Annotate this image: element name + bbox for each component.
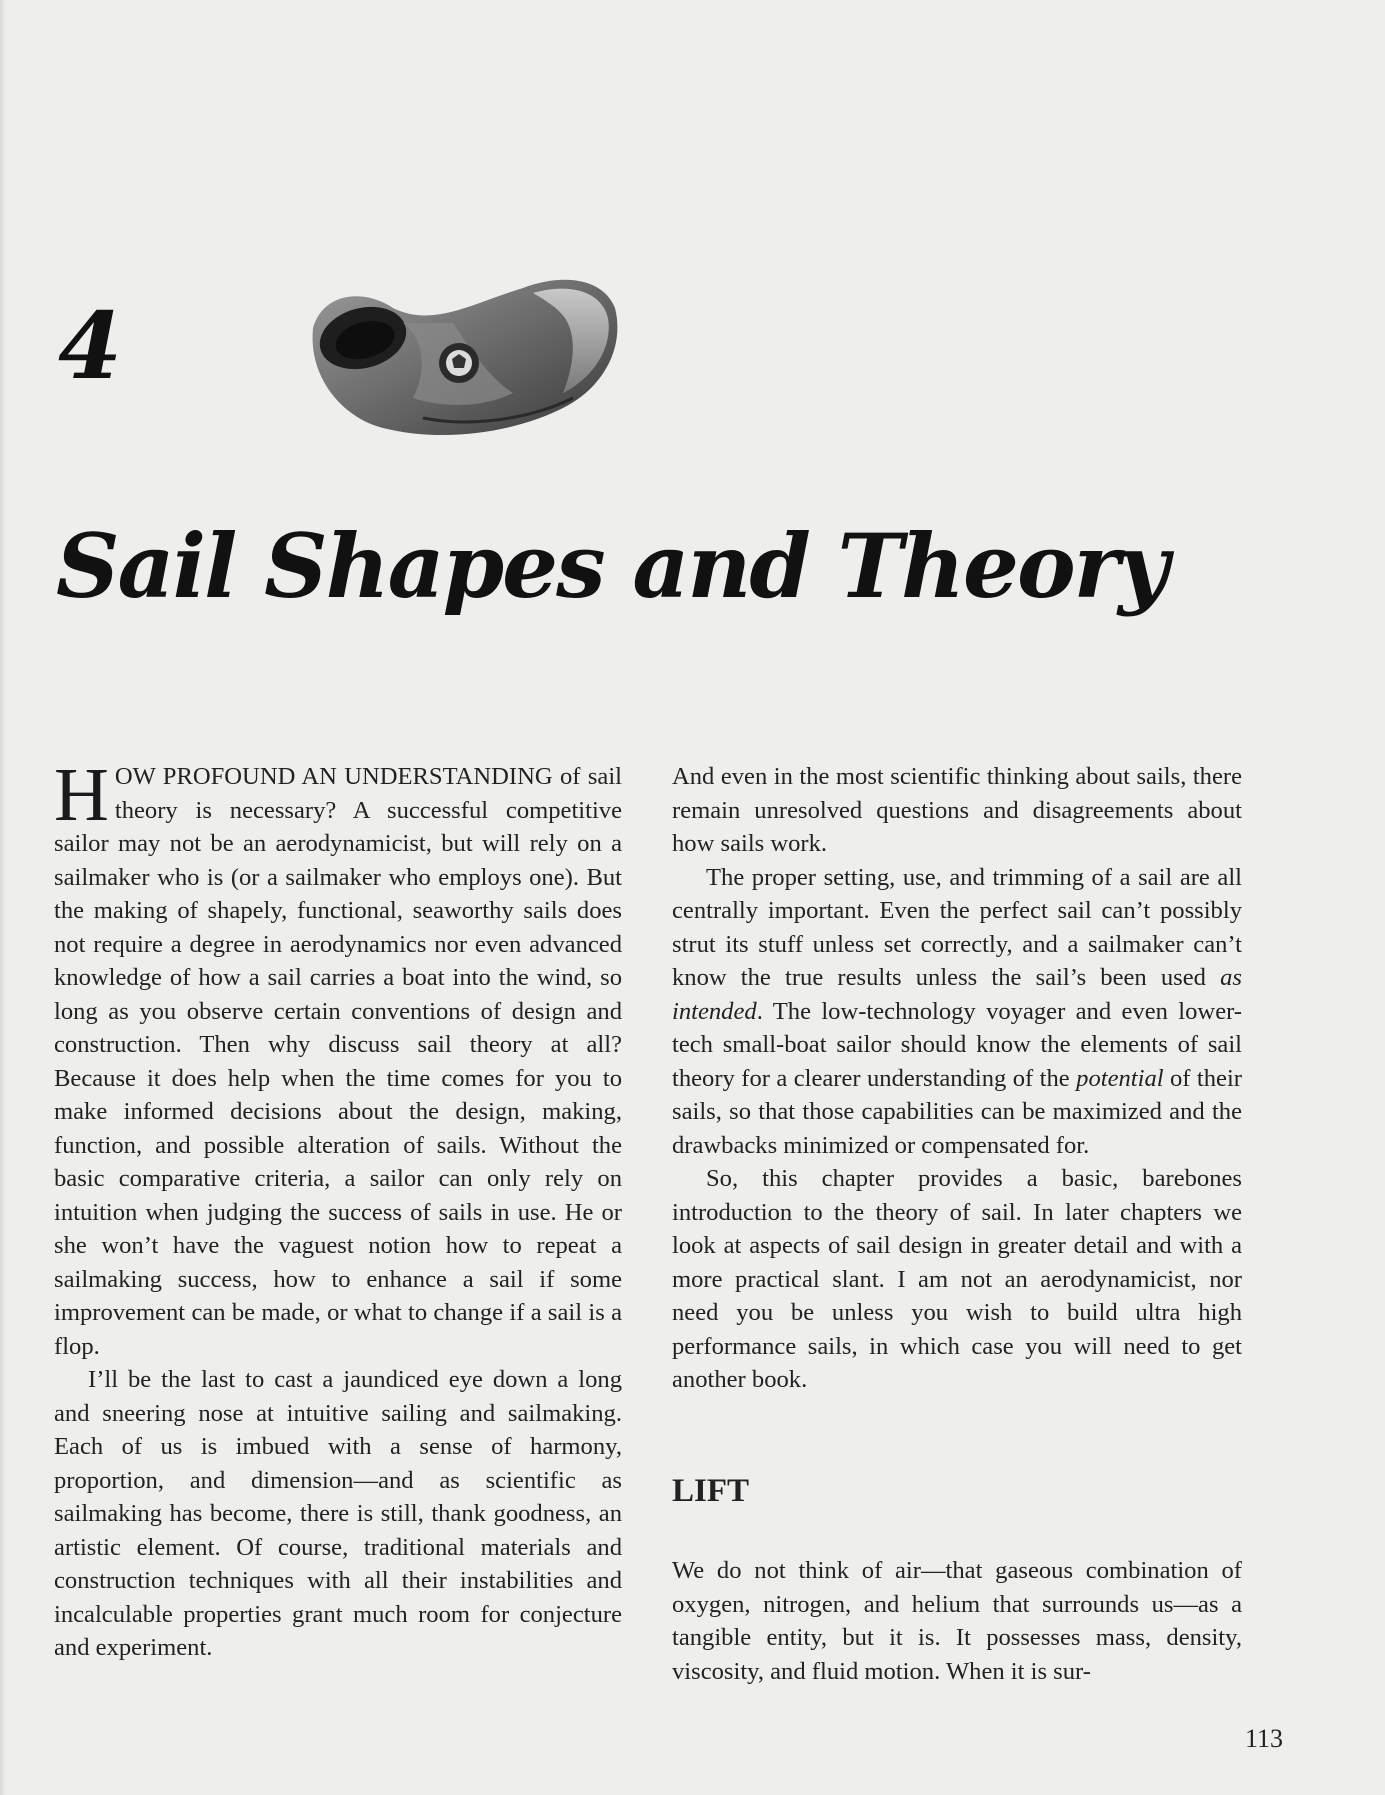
body-paragraph: So, this chapter provides a basic, barebones introduction to the theory of sail. In later chapters we look at aspects of sail design in greater detail and with a more practical slant. I am not an aerodynamicist, nor need you be unless you wish to build ultra high performance sails, in which case you will need to get another book. xyxy=(672,1165,1242,1393)
body-paragraph xyxy=(54,753,622,1363)
paragraph-text: OW PROFOUND AN UNDERSTANDING of sail theory is necessary? A successful competitive sailor may not be an aerodynamicist, but will rely on a sailmaker who is (or a sailmaker who employs one). But the making of shapely, functional, seaworthy sails does not require a degree in aerodynamics nor even advanced knowledge of how a sail carries a boat into the wind, so long as you observe certain conventions of design and construction. Then why discuss sail theory at all? Because it does help when the time comes for you to make informed decisions about the design, making, function, and possible alteration of sails. Without the basic comparative criteria, a sailor can only rely on intuition when judging the success of sails in use. He or she won’t have the vaguest notion how to repeat a sailmaking success, how to enhance a sail if some improvement can be made, or what to change if a sail is a flop. xyxy=(54,763,622,1360)
page-number: 113 xyxy=(1245,1724,1284,1753)
paragraph-text: . The low-technology voyager and even lower-tech small-boat sailor should know the elements of sail theory for a clearer understanding of the xyxy=(672,997,1242,1092)
chapter-number: 4 xyxy=(58,292,123,400)
left-column xyxy=(54,753,622,1665)
page-edge-shadow xyxy=(0,0,6,1795)
emphasis-text: potential xyxy=(1076,1064,1164,1092)
drop-cap: H xyxy=(54,753,109,837)
body-paragraph: We do not think of air—that gaseous combination of oxygen, nitrogen, and helium that surrounds us—as a tangible entity, but it is. It possesses mass, density, viscosity, and fluid motion. When it is sur- xyxy=(672,1557,1242,1685)
chapter-title: Sail Shapes and Theory xyxy=(56,514,1168,618)
paragraph-text: of their sails, so that those capabilities can be maximized and the drawbacks minimized or compensated for. xyxy=(672,1064,1242,1159)
paragraph-text: The proper setting, use, and trimming of a sail are all centrally important. Even the perfect sail can’t possibly strut its stuff unless set correctly, and a sailmaker can’t know the true results unless the sail’s been used xyxy=(672,863,1242,991)
emphasis-text: as intended xyxy=(672,964,1242,1025)
sail-grommet-illustration-icon xyxy=(303,268,625,443)
body-paragraph xyxy=(672,861,1242,1163)
body-paragraph: I’ll be the last to cast a jaundiced eye down a long and sneering nose at intuitive sailing and sailmaking. Each of us is imbued with a sense of harmony, proportion, and dimension—and as scientific as sailmaking has become, there is still, thank goodness, an artistic element. Of course, traditional materials and construction techniques with all their instabilities and incalculable properties grant much room for conjecture and experiment. xyxy=(54,1366,622,1661)
section-heading: LIFT xyxy=(672,1472,750,1509)
body-paragraph: And even in the most scientific thinking about sails, there remain unresolved questions and disagreements about how sails work. xyxy=(672,763,1242,857)
right-column xyxy=(672,760,1242,1688)
